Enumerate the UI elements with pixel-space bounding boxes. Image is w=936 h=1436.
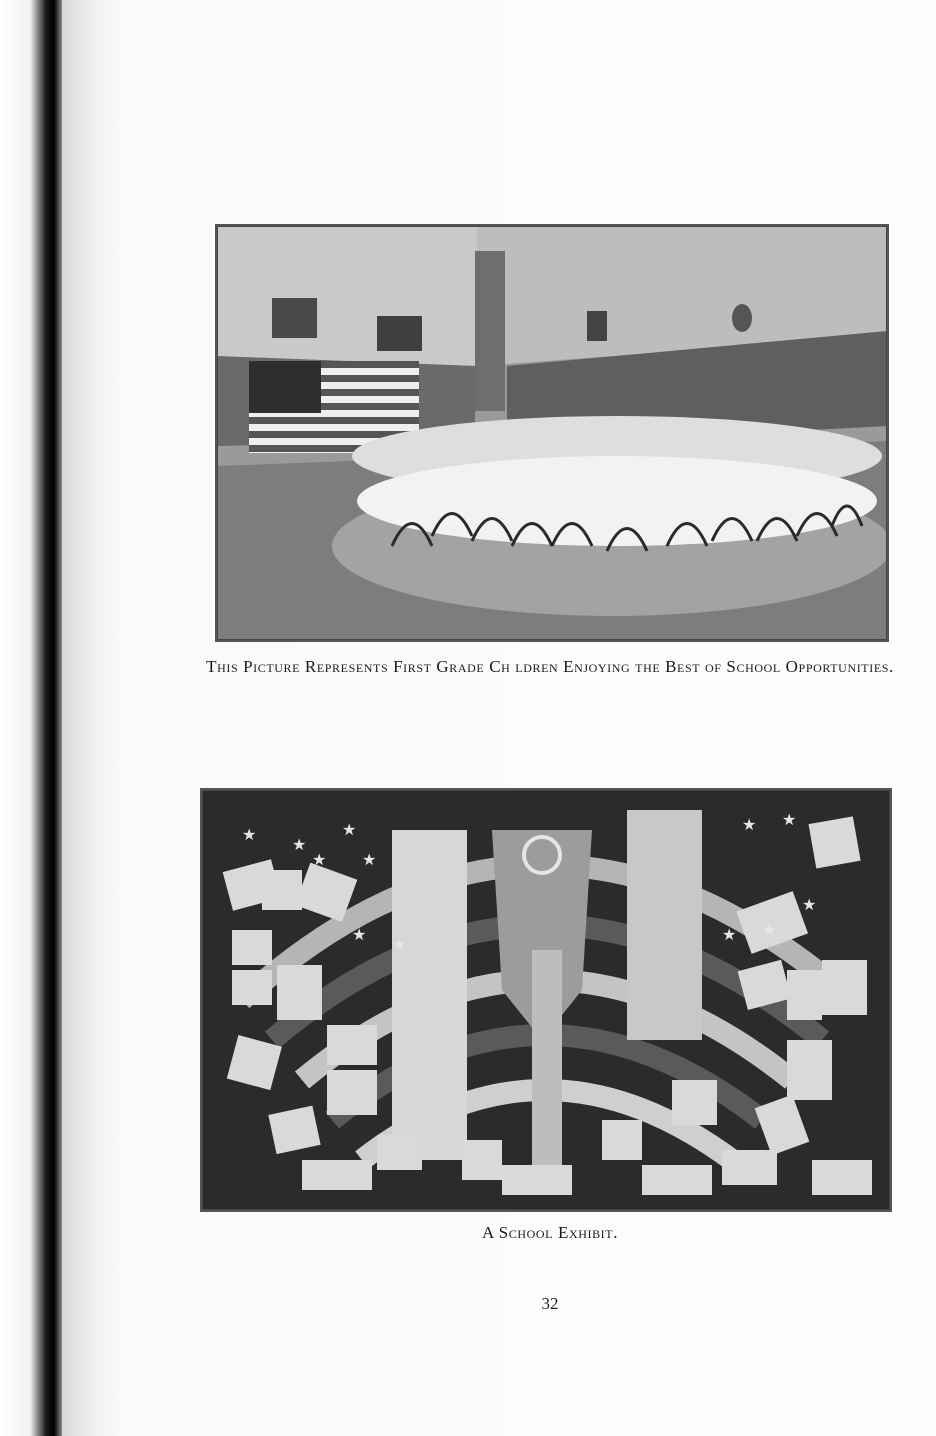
school-exhibit-photo bbox=[200, 788, 892, 1212]
classroom-photo bbox=[215, 224, 889, 642]
svg-text:★: ★ bbox=[292, 835, 307, 854]
svg-text:★: ★ bbox=[762, 920, 777, 939]
school-exhibit-illustration bbox=[202, 790, 890, 1210]
svg-text:★: ★ bbox=[802, 895, 817, 914]
svg-text:★: ★ bbox=[782, 810, 797, 829]
svg-text:★: ★ bbox=[742, 815, 757, 834]
svg-text:★: ★ bbox=[342, 820, 357, 839]
book-spine-shadow bbox=[0, 0, 62, 1436]
svg-text:★: ★ bbox=[242, 825, 257, 844]
svg-text:★: ★ bbox=[392, 935, 407, 954]
svg-text:★: ★ bbox=[352, 925, 367, 944]
svg-text:★: ★ bbox=[312, 850, 327, 869]
school-exhibit-caption: A School Exhibit. bbox=[481, 1223, 619, 1242]
svg-text:★: ★ bbox=[722, 925, 737, 944]
classroom-photo-caption: This Picture Represents First Grade Ch ldren Enjoying the Best of School Opportunities. bbox=[206, 657, 894, 676]
classroom-illustration bbox=[217, 226, 887, 640]
svg-text:★: ★ bbox=[362, 850, 377, 869]
book-page bbox=[62, 0, 936, 1436]
page-number: 32 bbox=[541, 1294, 559, 1313]
